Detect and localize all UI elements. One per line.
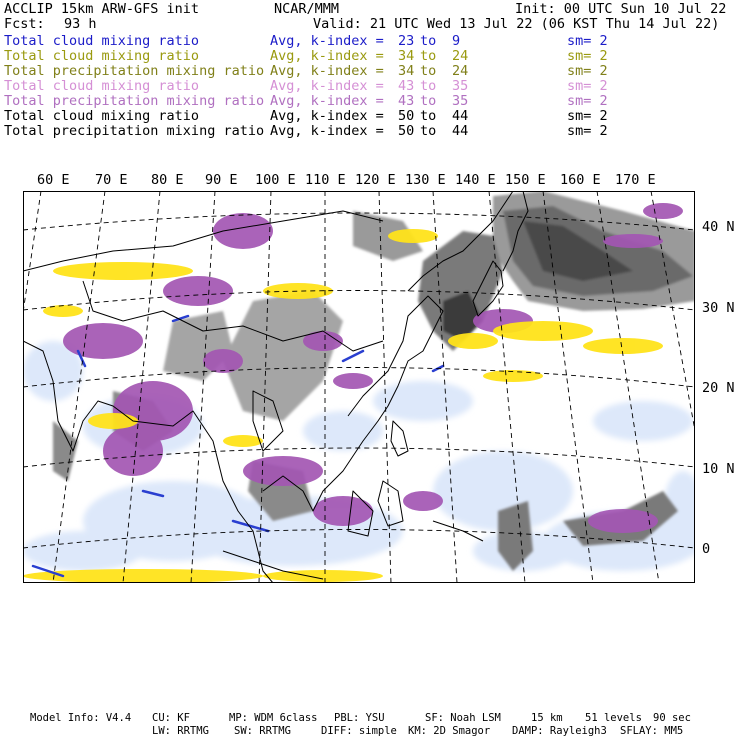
- model-info-item: DAMP: Rayleigh3: [512, 725, 607, 737]
- model-info-item: DIFF: simple: [321, 725, 397, 737]
- field-name: Total cloud mixing ratio: [4, 33, 200, 49]
- longitude-label: 160 E: [560, 172, 601, 188]
- latitude-label: 0: [702, 541, 711, 557]
- field-k-end: 44: [452, 123, 469, 139]
- longitude-label: 80 E: [151, 172, 184, 188]
- longitude-label: 110 E: [305, 172, 346, 188]
- field-avg-label: Avg, k-index =: [270, 33, 384, 49]
- org-label: NCAR/MMM: [274, 1, 340, 17]
- field-k-to: to: [420, 93, 437, 109]
- longitude-label: 60 E: [37, 172, 70, 188]
- field-k-end: 24: [452, 48, 469, 64]
- longitude-label: 90 E: [205, 172, 238, 188]
- field-k-start: 50: [398, 123, 415, 139]
- map-plot: [23, 191, 695, 583]
- field-k-to: to: [420, 123, 437, 139]
- model-info-item: PBL: YSU: [334, 712, 385, 724]
- field-k-to: to: [420, 78, 437, 94]
- model-info-item: 15 km: [531, 712, 563, 724]
- longitude-label: 150 E: [505, 172, 546, 188]
- field-name: Total precipitation mixing ratio: [4, 123, 265, 139]
- field-avg-label: Avg, k-index =: [270, 123, 384, 139]
- latitude-label: 10 N: [702, 460, 735, 477]
- valid-time: Valid: 21 UTC Wed 13 Jul 22 (06 KST Thu 14 Jul 22): [313, 16, 720, 32]
- model-info-item: SFLAY: MM5: [620, 725, 684, 737]
- latitude-label: 20 N: [702, 380, 735, 396]
- longitude-label: 100 E: [255, 172, 296, 188]
- field-k-end: 24: [452, 63, 469, 79]
- field-name: Total cloud mixing ratio: [4, 78, 200, 94]
- field-k-to: to: [420, 63, 437, 79]
- field-avg-label: Avg, k-index =: [270, 63, 384, 79]
- model-info-item: 51 levels: [585, 712, 642, 724]
- field-smoothing: sm= 2: [567, 78, 608, 94]
- init-time: Init: 00 UTC Sun 10 Jul 22: [515, 1, 727, 17]
- model-info-item: SF: Noah LSM: [425, 712, 501, 724]
- field-k-to: to: [420, 108, 437, 124]
- field-k-end: 44: [452, 108, 469, 124]
- model-info-item: CU: KF: [152, 712, 190, 724]
- model-info-item: LW: RRTMG: [152, 725, 209, 737]
- model-title: ACCLIP 15km ARW-GFS init: [4, 1, 200, 17]
- field-name: Total cloud mixing ratio: [4, 48, 200, 64]
- field-k-end: 35: [452, 93, 469, 109]
- model-info-item: Model Info: V4.4: [30, 712, 132, 724]
- field-k-to: to: [420, 33, 437, 49]
- latitude-label: 30 N: [702, 299, 735, 316]
- field-smoothing: sm= 2: [567, 93, 608, 109]
- field-k-start: 23: [398, 33, 415, 49]
- field-smoothing: sm= 2: [567, 48, 608, 64]
- field-smoothing: sm= 2: [567, 33, 608, 49]
- field-k-start: 43: [398, 78, 415, 94]
- field-k-end: 9: [452, 33, 461, 49]
- model-info-item: KM: 2D Smagor: [408, 725, 491, 737]
- model-info-item: 90 sec: [653, 712, 691, 724]
- longitude-label: 120 E: [355, 172, 396, 188]
- model-info-item: MP: WDM 6class: [229, 712, 318, 724]
- field-k-start: 34: [398, 63, 415, 79]
- forecast-hours: 93 h: [64, 16, 97, 32]
- field-avg-label: Avg, k-index =: [270, 108, 384, 124]
- longitude-label: 140 E: [455, 172, 496, 188]
- longitude-label: 70 E: [95, 172, 128, 188]
- field-smoothing: sm= 2: [567, 108, 608, 124]
- field-avg-label: Avg, k-index =: [270, 78, 384, 94]
- field-name: Total precipitation mixing ratio: [4, 63, 265, 79]
- latitude-label: 40 N: [702, 219, 735, 235]
- field-k-end: 35: [452, 78, 469, 94]
- field-avg-label: Avg, k-index =: [270, 93, 384, 109]
- field-smoothing: sm= 2: [567, 63, 608, 79]
- forecast-label: Fcst:: [4, 16, 45, 32]
- field-name: Total cloud mixing ratio: [4, 108, 200, 124]
- field-avg-label: Avg, k-index =: [270, 48, 384, 64]
- longitude-label: 170 E: [615, 172, 656, 188]
- field-name: Total precipitation mixing ratio: [4, 93, 265, 109]
- field-k-start: 43: [398, 93, 415, 109]
- field-smoothing: sm= 2: [567, 123, 608, 139]
- field-k-start: 50: [398, 108, 415, 124]
- field-k-to: to: [420, 48, 437, 64]
- model-info-item: SW: RRTMG: [234, 725, 291, 737]
- longitude-label: 130 E: [405, 172, 446, 188]
- field-k-start: 34: [398, 48, 415, 64]
